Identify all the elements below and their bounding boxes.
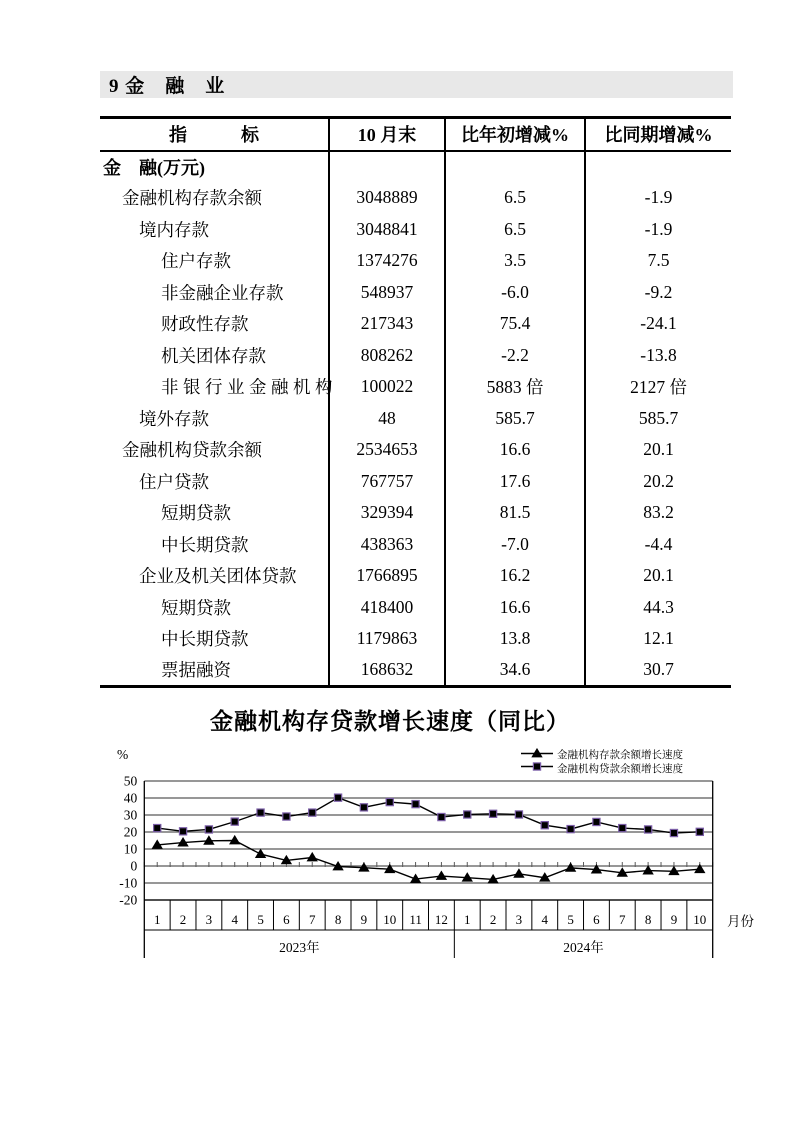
y-tick-label: 0 [130,858,138,874]
square-marker [515,811,522,818]
row-label: 企业及机关团体贷款 [139,566,297,587]
triangle-marker [514,869,524,877]
cell-value: -4.4 [585,529,731,561]
row-label: 非金融企业存款 [161,282,284,303]
y-tick-label: 50 [123,773,138,789]
col-header-indicator: 指 标 [100,118,329,151]
month-label: 7 [619,912,626,927]
cell-value: 808262 [329,340,445,372]
row-label: 票据融资 [161,660,231,680]
y-tick-label: -10 [119,875,138,891]
cell-value: 168632 [329,655,445,687]
cell-value: -7.0 [445,529,585,561]
year-label: 2023年 [279,940,320,955]
cell-value: 438363 [329,529,445,561]
cell-value: -9.2 [585,277,731,309]
cell-value: 2127 倍 [585,371,731,403]
month-label: 5 [567,912,574,927]
row-label: 境外存款 [139,408,209,429]
row-label: 金 融(万元) [103,157,205,178]
section-title: 9 金 融 业 [109,76,226,97]
table-row [100,151,731,183]
series-triangle [152,836,704,883]
table-row [100,403,731,435]
triangle-marker [566,863,576,871]
cell-value [445,151,585,183]
cell-value: 20.1 [585,434,731,466]
month-label: 8 [644,912,652,927]
square-marker [619,824,626,831]
month-label: 8 [334,912,342,927]
cell-value: 1374276 [329,245,445,277]
cell-value: 585.7 [585,403,731,435]
row-label: 境内存款 [139,219,209,240]
row-label: 住户存款 [161,251,231,272]
square-marker [438,813,445,820]
row-label: 住户贷款 [139,471,209,492]
cell-value: 30.7 [585,655,731,687]
month-label: 10 [693,912,707,927]
square-marker [696,828,703,835]
x-axis-unit-label: 月份 [727,914,754,929]
table-row [100,560,731,592]
month-label: 2 [489,912,497,927]
cell-value: 5883 倍 [445,371,585,403]
cell-value: -1.9 [585,182,731,214]
cell-value: 83.2 [585,497,731,529]
cell-value: 6.5 [445,214,585,246]
table-header-row [100,118,731,151]
cell-value: 34.6 [445,655,585,687]
row-label: 中长期贷款 [161,629,249,650]
table-row [100,655,731,687]
square-marker [670,829,677,836]
table-row [100,214,731,246]
legend-label: 金融机构贷款余额增长速度 [557,763,683,775]
cell-value: 329394 [329,497,445,529]
month-label: 12 [434,912,448,927]
legend-label: 金融机构存款余额增长速度 [557,750,683,762]
table-row [100,308,731,340]
square-marker [489,810,496,817]
cell-value: -1.9 [585,214,731,246]
table-row [100,529,731,561]
cell-value: -2.2 [445,340,585,372]
cell-value: 16.6 [445,434,585,466]
cell-value: 2534653 [329,434,445,466]
month-label: 10 [383,912,397,927]
table-row [100,277,731,309]
growth-chart-svg [0,745,793,980]
month-label: 4 [541,912,549,927]
y-axis-unit-label: % [117,747,129,762]
table-row [100,371,731,403]
cell-value: 75.4 [445,308,585,340]
cell-value: 1179863 [329,623,445,655]
cell-value: 3.5 [445,245,585,277]
col-header-end-of-oct: 10 月末 [329,118,445,151]
month-label: 3 [205,912,213,927]
chart-title: 金融机构存贷款增长速度（同比） [210,709,570,734]
series-line [157,841,700,880]
y-tick-label: 30 [123,807,138,823]
month-label: 9 [670,912,678,927]
month-label: 3 [515,912,523,927]
month-label: 7 [308,912,316,927]
cell-value: 1766895 [329,560,445,592]
row-label: 金融机构贷款余额 [122,440,262,461]
cell-value: 20.1 [585,560,731,592]
cell-value: 16.2 [445,560,585,592]
year-label: 2024年 [563,940,604,955]
square-marker [464,811,471,818]
row-label: 中长期贷款 [161,534,249,555]
month-label: 1 [464,912,471,927]
square-marker [593,818,600,825]
cell-value: 13.8 [445,623,585,655]
square-marker [386,798,393,805]
row-label: 财政性存款 [161,314,249,335]
table-row [100,623,731,655]
table-row [100,466,731,498]
cell-value: 418400 [329,592,445,624]
cell-value: 3048889 [329,182,445,214]
y-tick-label: 10 [123,841,138,857]
month-label: 6 [283,912,290,927]
month-label: 1 [153,912,161,927]
col-header-ytd-change: 比年初增减% [445,118,585,151]
month-label: 5 [257,912,264,927]
y-tick-label: -20 [119,892,138,908]
table-row [100,340,731,372]
cell-value: 20.2 [585,466,731,498]
cell-value: 7.5 [585,245,731,277]
cell-value: 548937 [329,277,445,309]
section-header [100,71,733,98]
financial-table [100,116,731,688]
cell-value: 767757 [329,466,445,498]
table-body [100,151,731,687]
y-tick-label: 20 [123,824,138,840]
y-tick-label: 40 [123,790,138,806]
table-row [100,434,731,466]
square-marker [334,794,341,801]
triangle-marker [256,850,266,858]
month-label: 6 [593,912,600,927]
square-marker [205,826,212,833]
row-label: 非银行业金融机构 [161,377,337,398]
square-marker [541,822,548,829]
square-marker [231,818,238,825]
table-row [100,182,731,214]
table-row [100,245,731,277]
cell-value: -24.1 [585,308,731,340]
square-marker [360,804,367,811]
row-label: 短期贷款 [161,597,231,618]
month-label: 4 [231,912,238,927]
cell-value: 12.1 [585,623,731,655]
row-label: 短期贷款 [161,503,231,524]
square-marker [283,813,290,820]
cell-value: 3048841 [329,214,445,246]
square-marker [179,828,186,835]
month-label: 2 [179,912,187,927]
cell-value: 585.7 [445,403,585,435]
square-marker [645,826,652,833]
square-marker [154,824,161,831]
table-row [100,592,731,624]
row-label: 金融机构存款余额 [122,188,262,209]
cell-value: 44.3 [585,592,731,624]
triangle-marker [437,871,447,879]
cell-value: 217343 [329,308,445,340]
square-marker [309,809,316,816]
month-label: 11 [409,912,422,927]
cell-value: 81.5 [445,497,585,529]
cell-value: 17.6 [445,466,585,498]
square-marker [412,801,419,808]
cell-value: 16.6 [445,592,585,624]
col-header-yoy-change: 比同期增减% [585,118,731,151]
cell-value: 48 [329,403,445,435]
square-marker [257,809,264,816]
table-row [100,497,731,529]
cell-value: 6.5 [445,182,585,214]
cell-value [329,151,445,183]
square-marker [567,826,574,833]
month-label: 9 [360,912,368,927]
cell-value: -6.0 [445,277,585,309]
cell-value [585,151,731,183]
cell-value: 100022 [329,371,445,403]
cell-value: -13.8 [585,340,731,372]
triangle-marker [307,853,317,861]
row-label: 机关团体存款 [161,345,266,366]
